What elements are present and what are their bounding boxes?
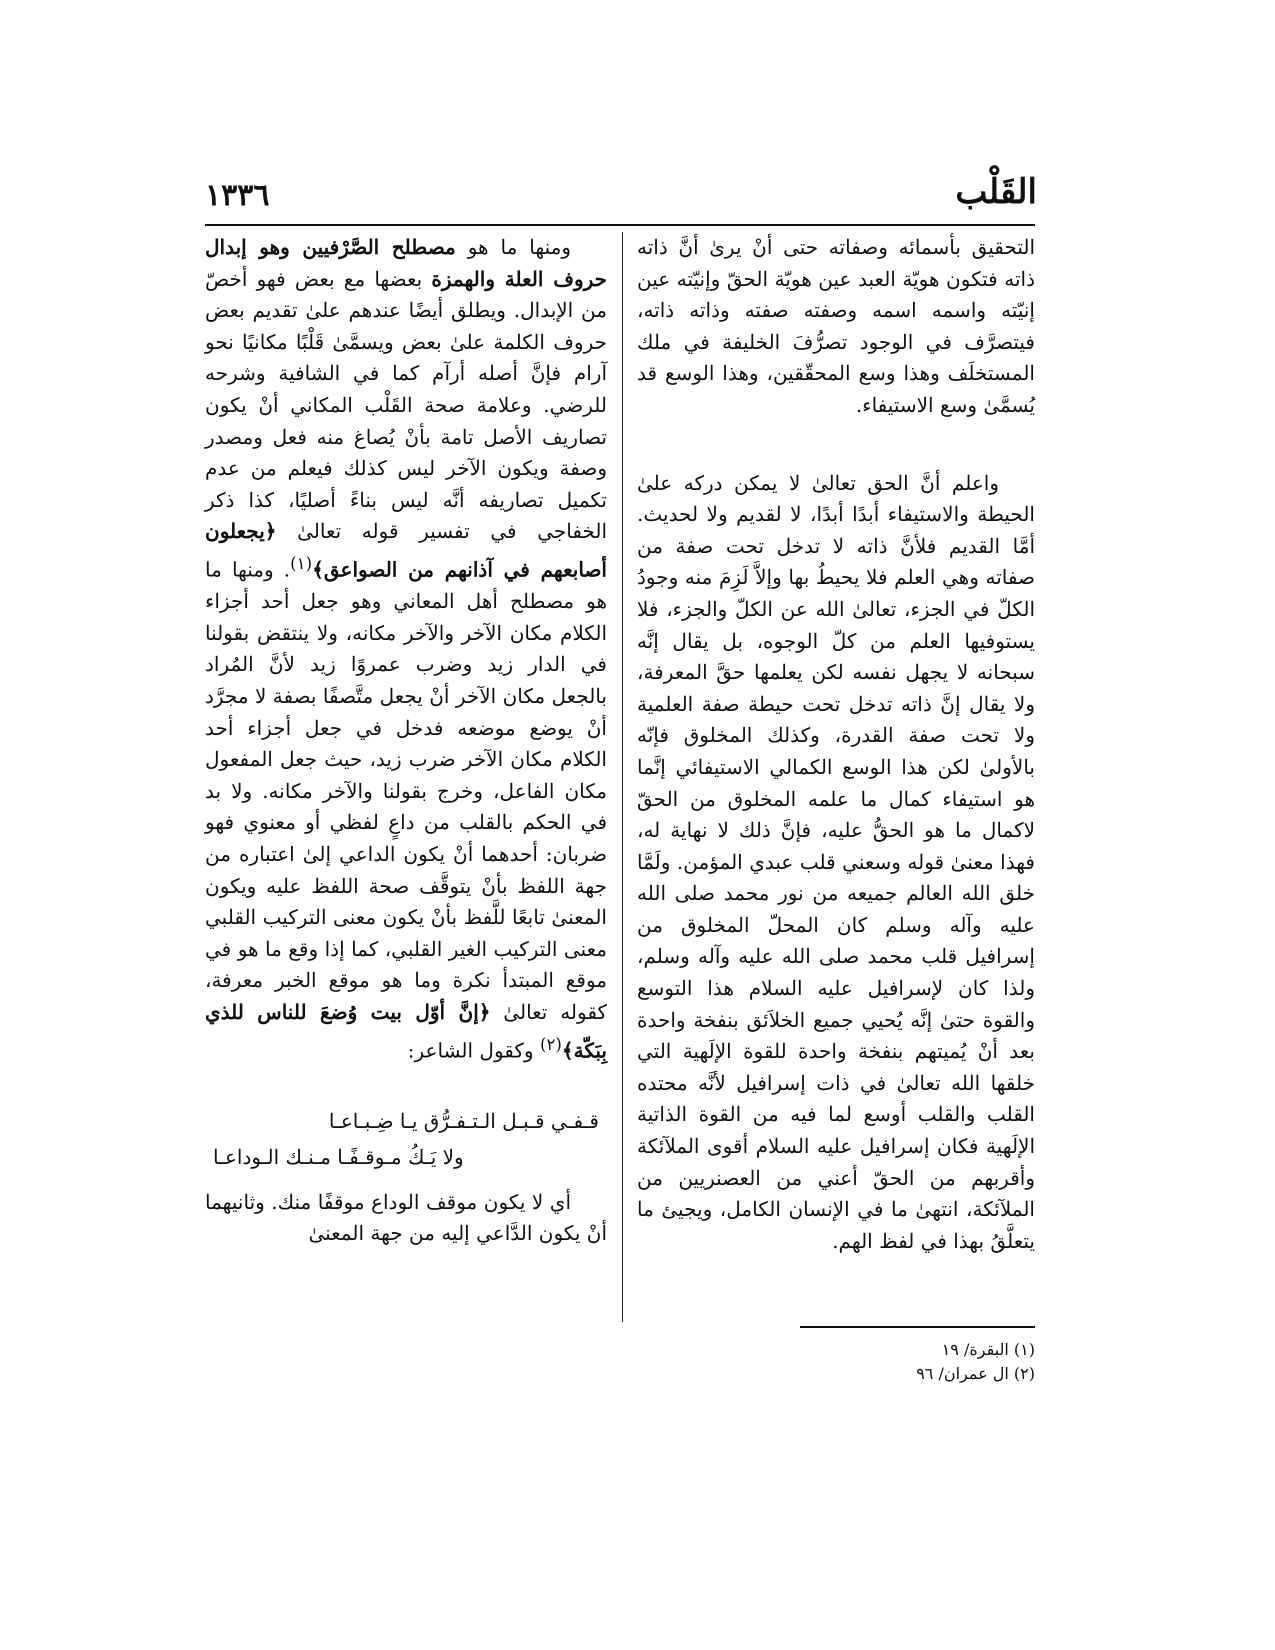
- left-column: [205, 232, 607, 1250]
- poem-line: ولا يَـكُ مـوقـفًـا مـنـك الـوداعـا: [213, 1144, 464, 1169]
- text-run: بعضها مع بعض فهو أخصّ من الإبدال. ويطلق أيضًا عندهم علىٰ تقديم بعض حروف الكلمة علىٰ بعض ويسمَّىٰ قَلْبًا مكانيًا نحو آرام فإنَّ أصله أرآم كما في الشافية وشرحه للرضي. وعلامة صحة القَلْب المكاني أنْ يكون تصاريف الأصل تامة بأنْ يُصاغ منه فعل ومصدر وصفة ويكون الآخر ليس كذلك فيعلم من عدم تكميل تصاريفه أنَّه ليس بناءً أصليًا، كذا ذكر الخفاجي في تفسير قوله تعالىٰ: [205, 266, 607, 544]
- footnote-divider: [800, 1326, 1035, 1328]
- footnote: (١) البقرة/ ١٩: [941, 1340, 1035, 1359]
- right-paragraph-1: التحقيق بأسمائه وصفاته حتى أنْ يرىٰ أنَّ ذاته ذاته فتكون هويّة العبد عين هويّة الحقّ وإنيّته عين إنيّته واسمه اسمه وصفته صفته وذاته ذاته، فيتصرَّف في الوجود تصرُّفَ الخليفة في ملك المستخلَف وهذا وسع المحقّقين، وهذا الوسع قد يُسمَّىٰ وسع الاستيفاء.: [637, 235, 1035, 417]
- footnotes: [735, 1338, 1035, 1386]
- text-run: . ومنها ما هو مصطلح أهل المعاني وهو جعل أحد أجزاء الكلام مكان الآخر والآخر مكانه، ولا ينتقض بقولنا في الدار زيد وضرب عمروًا زيد لأنَّ المُراد بالجعل مكان الآخر أنْ يجعل متَّصفًا بصفة لا مجرَّد أنْ يوضع موضعه فدخل في جعل أجزاء أحد الكلام مكان الآخر ضرب زيد، حيث جعل المفعول مكان الفاعل، وخرج بقولنا والآخر مكانه. ولا بد في الحكم بالقلب من داعٍ لفظي أو معنوي فهو ضربان: أحدهما أنْ يكون الداعي إلىٰ اعتباره من جهة اللفظ بأنْ يتوقَّف صحة اللفظ عليه ويكون المعنىٰ تابعًا للَّفظ بأنْ يكون معنى التركيب القلبي معنى التركيب الغير القلبي، كما إذا وقع ما هو في موقع المبتدأ نكرة وما هو موقع الخبر معرفة، كقوله تعالىٰ: [205, 557, 607, 1024]
- right-column: [637, 232, 1035, 1257]
- header-divider: [205, 224, 1035, 226]
- footnote-ref: (١): [290, 553, 313, 573]
- page-title: القَلْب: [955, 172, 1037, 212]
- quran-quote: ﴿يجعلون أصابعهم في آذانهم من الصواعق﴾: [205, 519, 607, 582]
- text-run: ومنها ما هو: [455, 235, 571, 259]
- text-run: وكقول الشاعر:: [407, 1038, 540, 1063]
- quran-quote: ﴿إنَّ أوّل بيت وُضعَ للناس للذي بِبَكّة﴾: [205, 999, 607, 1063]
- poem-line: قـفـي قـبـل الـتـفـرُّق يـا ضِـبـاعـا: [328, 1108, 599, 1133]
- column-divider: [622, 232, 623, 1322]
- left-paragraph-1: [205, 232, 607, 1067]
- bold-term: مصطلح الصَّرْفيين وهو إبدال حروف العلة والهمزة: [205, 235, 607, 291]
- left-paragraph-2: أي لا يكون موقف الوداع موقفًا منك. وثانيهما أنْ يكون الدَّاعي إليه من جهة المعنىٰ: [205, 1189, 607, 1246]
- footnote: (٢) ال عمران/ ٩٦: [916, 1364, 1035, 1383]
- footnote-ref: (٢): [539, 1034, 562, 1054]
- page-number: ١٣٣٦: [205, 178, 270, 213]
- poem-verse: [205, 1103, 607, 1175]
- right-paragraph-2: واعلم أنَّ الحق تعالىٰ لا يمكن دركه علىٰ الحيطة والاستيفاء أبدًا أبدًا، لا لقديم ولا لحديث. أمَّا القديم فلأنَّ ذاته لا تدخل تحت صفة من صفاته وهي العلم فلا يحيطُ بها وإلاَّ لَزِمَ منه وجودُ الكلّ في الجزء، تعالىٰ الله عن الكلّ والجزء، فلا يستوفيها العلم من كلّ الوجوه، بل يقال إنَّه سبحانه لا يجهل نفسه لكن يعلمها حقَّ المعرفة، ولا يقال إنَّ ذاته تدخل تحت حيطة صفة العلمية ولا تحت صفة القدرة، وكذلك المخلوق فإنّه بالأولىٰ لكن هذا الوسع الكمالي الاستيفائي إنَّما هو استيفاء كمال ما علمه المخلوق من الحقّ لاكمال ما هو الحقُّ عليه، فإنَّ ذلك لا نهاية له، فهذا معنىٰ قوله وسعني قلب عبدي المؤمن. ولَمَّا خلق الله العالم جميعه من نور محمد صلى الله عليه وآله وسلم كان المحلّ المخلوق من إسرافيل قلب محمد صلى الله عليه وآله وسلم، ولذا كان لإسرافيل عليه السلام هذا التوسع والقوة حتىٰ إنَّه يُحيي جميع الخلاَئق بنفخة واحدة بعد أنْ يُميتهم بنفخة واحدة للقوة الإلَهية التي خلقها الله تعالىٰ في ذات إسرافيل لأنَّه محتده القلب والقلب أوسع لما فيه من القوة الذاتية الإلَهية فكان إسرافيل عليه السلام أقوى الملآئكة وأقربهم من الحقّ أعني من العصنريين من الملآئكة، انتهىٰ ما في الإنسان الكامل، ويجيئ ما يتعلَّقُ بهذا في لفظ الهم.: [637, 470, 1036, 1253]
